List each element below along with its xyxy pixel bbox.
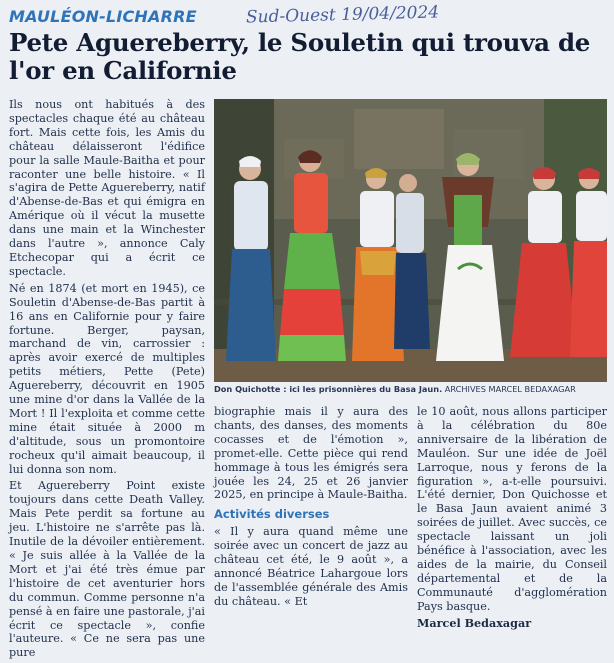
article-column-2 — [214, 405, 408, 612]
paragraph-liberation: le 10 août, nous allons participer à la célébration du 80e anniversaire de la libération de Mauléon. Sur une idée de Joël Larroque, nous y ferons de la figuration », a-t-elle poursuivi. L'été dernier, Don Quichosse et le Basa Jaun avaient animé 3 soirées de juillet. Avec succès, ce spectacle laissant un joli bénéfice à l'association, avec les aides de la mairie, du Conseil départemental et de la Communauté d'agglomération Pays basque. — [417, 405, 607, 613]
subheading-activities: Activités diverses — [214, 507, 330, 522]
performers-photo-illustration — [214, 99, 607, 382]
article-column-3 — [417, 405, 607, 631]
photo-caption — [214, 384, 607, 394]
section-kicker: MAULÉON-LICHARRE — [9, 7, 197, 26]
paragraph-jazz-concert: « Il y aura quand même une soirée avec un concert de jazz au château cet été, le 9 août », a annoncé Béatrice Lahargoue lors de l'assemblée générale des Amis du château. « Et — [214, 525, 408, 608]
paragraph-intro: Ils nous ont habitués à des spectacles chaque été au château fort. Mais cette fois, les Amis du château délaisseront l'édifice pour la salle Maule-Baitha et pour raconter une belle histoire. « Il s'agira de Pette Aguereberry, natif d'Abense-de-Bas et qui émigra en Amérique où il vécut la musette dans une main et la Winchester dans l'autre », annonce Caly Etchecopar qui a écrit ce spectacle. — [9, 98, 205, 278]
article-photo — [214, 99, 607, 382]
paragraph-death-valley: Et Aguereberry Point existe toujours dans cette Death Valley. Mais Pete perdit sa fortune au jeu. L'histoire ne s'arrête pas là. Inutile de la dévoiler entièrement. « Je suis allée à la Vallée de la Mort et j'ai été très émue par l'histoire de cet aventurier hors du commun. Comme personne n'a pensé à en faire une pastorale, j'ai écrit ce spectacle », confie l'auteure. « Ce ne sera pas une pure — [9, 479, 205, 660]
author-byline: Marcel Bedaxagar — [417, 615, 532, 630]
handwritten-date-note: Sud-Ouest 19/04/2024 — [245, 2, 440, 28]
article-headline: Pete Aguereberry, le Souletin qui trouva de l'or en Californie — [9, 28, 591, 85]
caption-text: Don Quichotte : ici les prisonnières du Basa Jaun. — [214, 384, 443, 394]
article-column-1 — [9, 98, 205, 663]
paragraph-biography: Né en 1874 (et mort en 1945), ce Souletin d'Abense-de-Bas partit à 16 ans en Californie pour y faire fortune. Berger, paysan, marchand de vin, carrossier : après avoir exercé de multiples petits métiers, Pette (Pete) Aguereberry, découvrit en 1905 une mine d'or dans la Vallée de la Mort ! Il l'exploita et comme cette mine était située à 2000 m d'altitude, sous un promontoire rocheux qu'il aimait beaucoup, il lui donna son nom. — [9, 281, 205, 476]
paragraph-promise: biographie mais il y aura des chants, des danses, des moments cocasses et de l'émotion », promet-elle. Cette pièce qui rend hommage à tous les émigrés sera jouée les 24, 25 et 26 janvier 2025, en principe à Maule-Baitha. — [214, 405, 408, 502]
caption-credit: ARCHIVES MARCEL BEDAXAGAR — [442, 384, 576, 394]
